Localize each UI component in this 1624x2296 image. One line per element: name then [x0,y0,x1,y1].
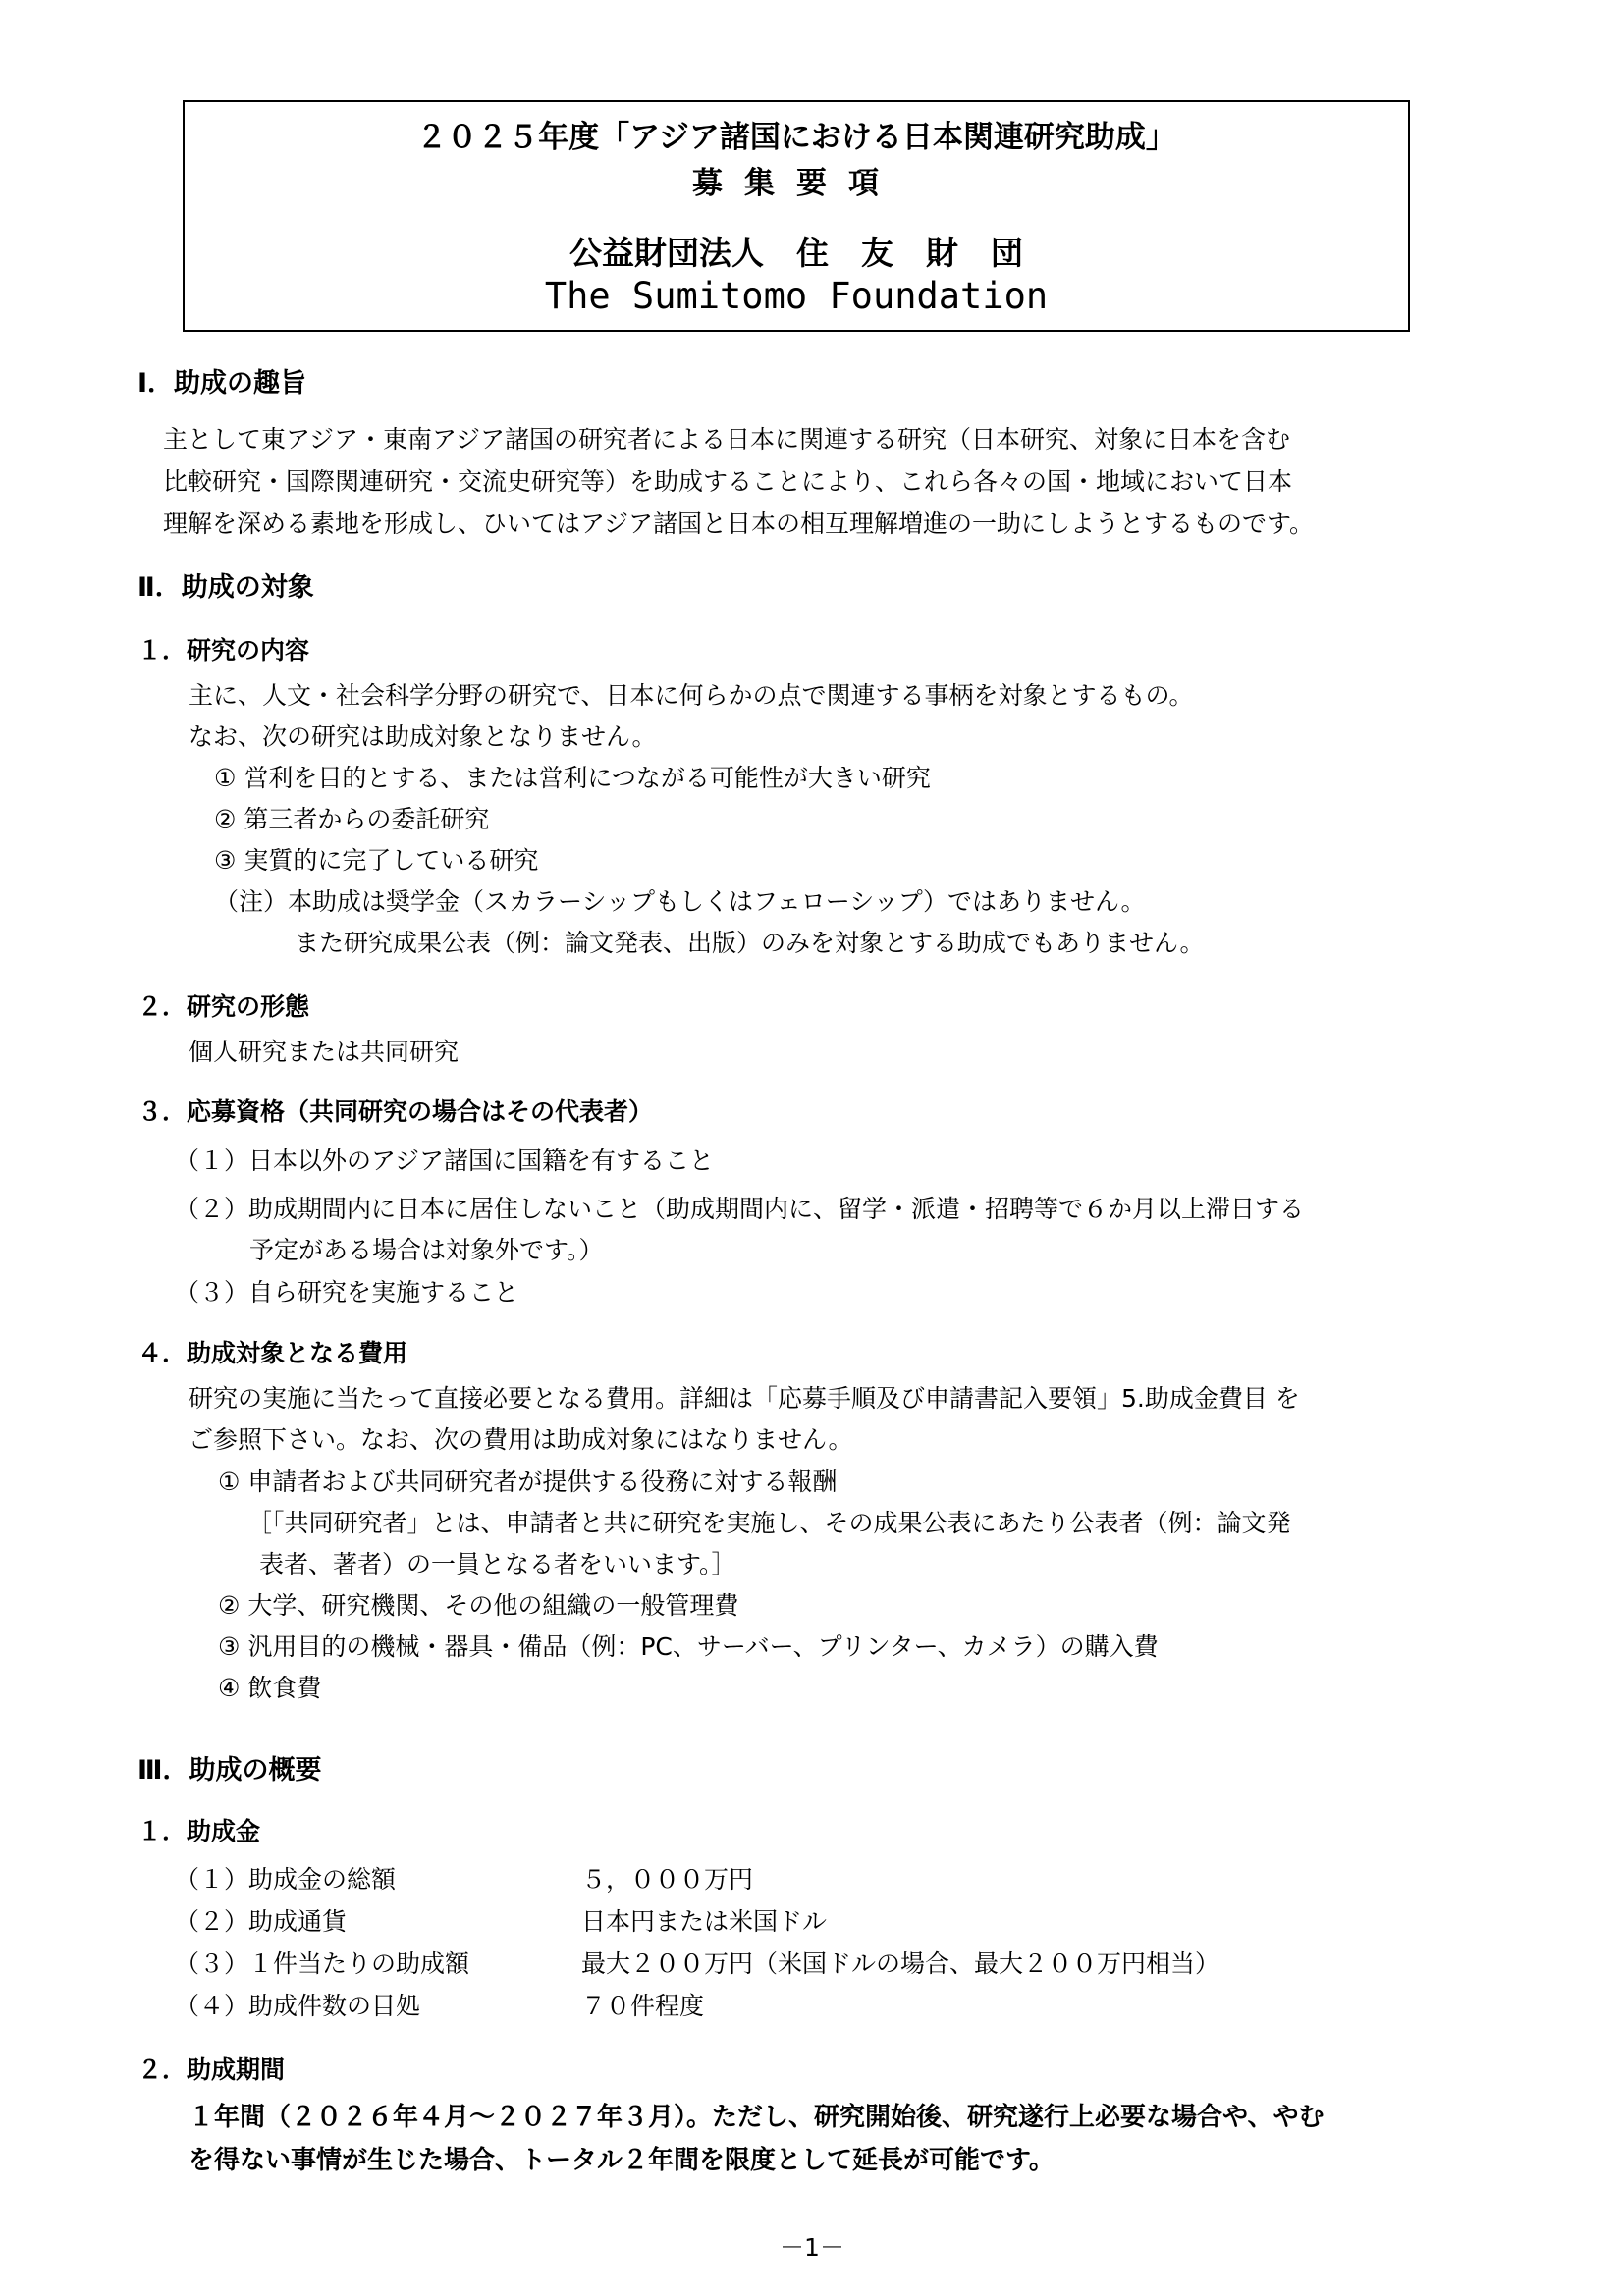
note-line: （注）本助成は奨学金（スカラーシップもしくはフェローシップ）ではありません。 [214,887,1146,916]
subsection-heading: ２．助成期間 [137,2056,286,2084]
list-item-note: 表者、著者）の一員となる者をいいます。］ [259,1550,736,1578]
list-item: ③ 汎用目的の機械・器具・備品（例：PC、サーバー、プリンター、カメラ）の購入費 [218,1632,1159,1661]
grant-row-value: ５，０００万円 [581,1865,754,1894]
list-item: ② 大学、研究機関、その他の組織の一般管理費 [218,1591,739,1620]
grant-row-label: （４）助成件数の目処 [175,1992,421,2020]
subsection-heading: ４．助成対象となる費用 [137,1339,408,1367]
paragraph-line: ご参照下さい。なお、次の費用は助成対象にはなりません。 [189,1425,853,1454]
paragraph-line: を得ない事情が生じた場合、トータル２年間を限度として延長が可能です。 [189,2146,1055,2175]
paragraph-line: なお、次の研究は助成対象となりません。 [189,722,657,751]
grant-row-value: ７０件程度 [581,1992,705,2020]
organization-name-en: The Sumitomo Foundation [544,275,1049,317]
list-item: ③ 実質的に完了している研究 [214,846,539,875]
paragraph-line: 個人研究または共同研究 [189,1038,460,1066]
list-item-continuation: 予定がある場合は対象外です。） [249,1236,604,1264]
note-line: また研究成果公表（例：論文発表、出版）のみを対象とする助成でもありません。 [295,929,1205,957]
paragraph-line: 主として東アジア・東南アジア諸国の研究者による日本に関連する研究（日本研究、対象に日本を含む [163,425,1291,454]
paragraph-line: 理解を深める素地を形成し、ひいてはアジア諸国と日本の相互理解増進の一助にしようとするものです。 [163,509,1315,538]
document-title: ２０２５年度「アジア諸国における日本関連研究助成」 [416,120,1176,155]
paragraph-line: 比較研究・国際関連研究・交流史研究等）を助成することにより、これら各々の国・地域において日本 [163,467,1293,496]
section-heading-overview: Ⅲ．助成の概要 [137,1755,322,1786]
grant-row-value: 日本円または米国ドル [581,1907,828,1936]
list-item: ① 営利を目的とする、または営利につながる可能性が大きい研究 [214,764,931,792]
subsection-heading: ３．応募資格（共同研究の場合はその代表者） [137,1097,654,1126]
paragraph-line: 主に、人文・社会科学分野の研究で、日本に何らかの点で関連する事柄を対象とするもの。 [189,681,1194,710]
list-item: （１）日本以外のアジア諸国に国籍を有すること [175,1147,715,1175]
grant-row-value: 最大２００万円（米国ドルの場合、最大２００万円相当） [581,1949,1220,1978]
paragraph-line: １年間（２０２６年４月～２０２７年３月）。ただし、研究開始後、研究遂行上必要な場合や、やむ [189,2103,1325,2132]
title-box [183,100,1410,332]
list-item: （２）助成期間内に日本に居住しないこと（助成期間内に、留学・派遣・招聘等で６か月以上滞日する [175,1195,1305,1223]
organization-name-jp: 公益財団法人 住 友 財 団 [569,234,1023,272]
subsection-heading: ２．研究の形態 [137,992,310,1021]
grant-row-label: （３）１件当たりの助成額 [175,1949,470,1978]
list-item: ① 申請者および共同研究者が提供する役務に対する報酬 [218,1468,838,1496]
section-heading-purpose: Ⅰ．助成の趣旨 [137,368,307,399]
subsection-heading: １．助成金 [137,1817,261,1845]
subsection-heading: １．研究の内容 [137,636,310,665]
grant-row-label: （１）助成金の総額 [175,1865,397,1894]
paragraph-line: 研究の実施に当たって直接必要となる費用。詳細は「応募手順及び申請書記入要領」5.助成金費目 を [189,1384,1300,1413]
page-number: －1－ [780,2233,844,2262]
section-heading-eligibility: Ⅱ．助成の対象 [137,572,314,603]
list-item-note: ［「共同研究者」とは、申請者と共に研究を実施し、その成果公表にあたり公表者（例：論文発 [247,1509,1291,1537]
list-item: ④ 飲食費 [218,1674,322,1702]
grant-row-label: （２）助成通貨 [175,1907,348,1936]
list-item: ② 第三者からの委託研究 [214,805,490,833]
list-item: （３）自ら研究を実施すること [175,1278,519,1307]
document-subtitle: 募集要項 [692,166,900,201]
